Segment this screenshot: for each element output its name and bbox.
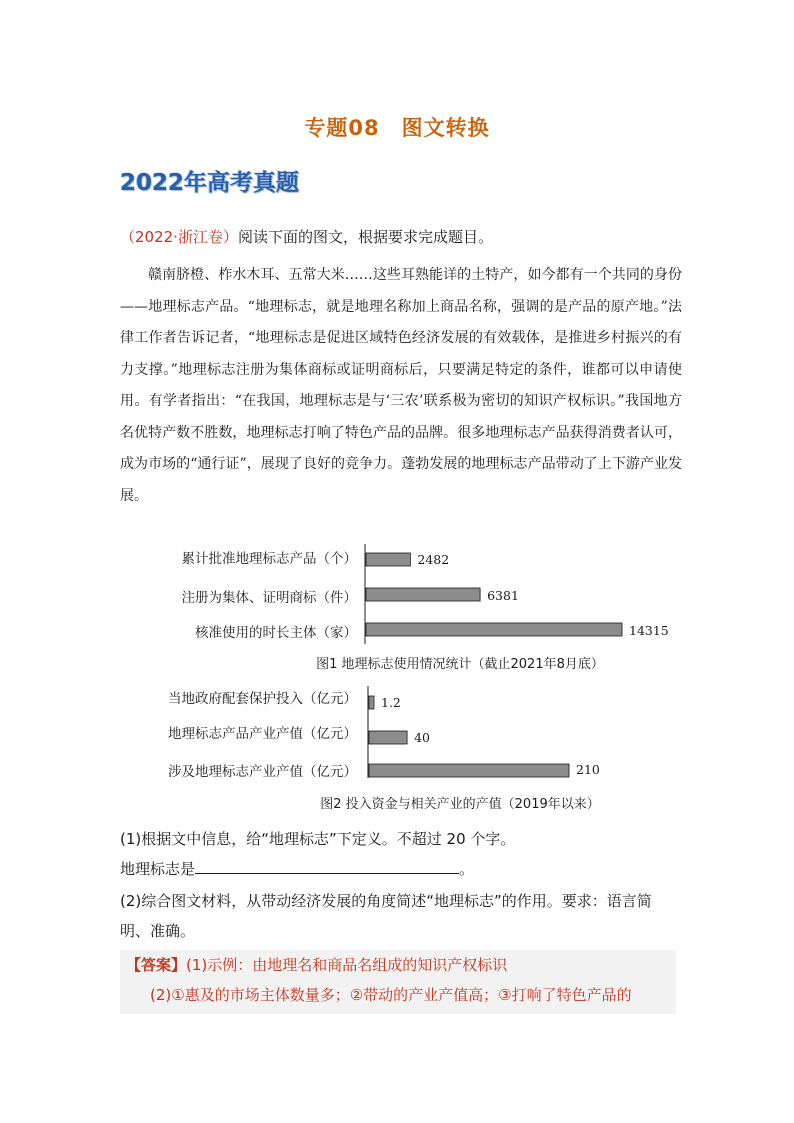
chart-1-caption: 图1 地理标志使用情况统计（截止2021年8月底） — [316, 657, 604, 672]
chart-2-value-label: 1.2 — [381, 695, 401, 710]
chart-1-value-label: 6381 — [487, 588, 519, 603]
question-1-suffix: 。 — [459, 860, 475, 878]
chart-2-caption: 图2 投入资金与相关产业的产值（2019年以来） — [320, 797, 600, 812]
chart-1-category-label: 核准使用的时长主体（家） — [195, 625, 357, 641]
chart-2-category-label: 当地政府配套保护投入（亿元） — [168, 691, 357, 707]
chart-1-category-label: 注册为集体、证明商标（件） — [181, 590, 357, 606]
question-source: （2022·浙江卷） — [120, 228, 238, 246]
chart-2-category-label: 涉及地理标志产业产值（亿元） — [168, 764, 357, 780]
section-title: 2022年高考真题 — [120, 170, 300, 196]
page-title: 专题08 图文转换 — [304, 116, 490, 140]
answer-box — [120, 950, 676, 1014]
reading-passage: 赣南脐橙、柞水木耳、五常大米……这些耳熟能详的土特产，如今都有一个共同的身份——地理标志产品。“地理标志，就是地理名称加上商品名称，强调的是产品的原产地。”法律工作者告诉记者，“地理标志是促进区域特色经济发展的有效载体，是推进乡村振兴的有力支撑。”地理标志注册为集体商标或证明商标后，只要满足特定的条件，谁都可以申请使用。有学者指出：“在我国，地理标志是与‘三农’联系极为密切的知识产权标识。”我国地方名优特产数不胜数，地理标志打响了特色产品的品牌。很多地理标志产品获得消费者认可，成为市场的“通行证”，展现了良好的竞争力。蓬勃发展的地理标志产品带动了上下游产业发展。 — [120, 267, 682, 504]
chart-2-value-label: 210 — [576, 762, 600, 777]
chart-2-value-label: 40 — [414, 730, 430, 745]
answer-tag: 【答案】 — [126, 956, 187, 974]
chart-2-category-label: 地理标志产品产业产值（亿元） — [168, 726, 357, 742]
chart-1-bar-0 — [366, 553, 410, 566]
question-2-line-2: 明、准确。 — [120, 922, 196, 940]
question-2-line-1: (2)综合图文材料，从带动经济发展的角度简述“地理标志”的作用。要求：语言简 — [120, 892, 652, 910]
question-1: (1)根据文中信息，给“地理标志”下定义。不超过 20 个字。 — [120, 830, 516, 848]
answer-line-2: (2)①惠及的市场主体数量多；②带动的产业产值高；③打响了特色产品的 — [150, 986, 632, 1004]
chart-1-bar-1 — [366, 588, 480, 601]
answer-line-1 — [126, 954, 507, 975]
chart-1-value-label: 2482 — [417, 552, 450, 567]
chart-1-bar-2 — [366, 623, 622, 636]
question-instruction: 阅读下面的图文，根据要求完成题目。 — [237, 228, 493, 246]
chart-1-value-label: 14315 — [629, 623, 669, 638]
chart-2-bar-1 — [369, 731, 407, 744]
chart-2 — [120, 682, 680, 817]
chart-2-bar-0 — [369, 696, 374, 709]
chart-1-category-label: 累计批准地理标志产品（个） — [181, 551, 357, 567]
answer-blank[interactable] — [195, 857, 459, 874]
chart-2-bar-2 — [369, 764, 569, 777]
chart-1 — [120, 540, 680, 675]
question-1-answer-line — [120, 856, 682, 882]
answer-text-1: (1)示例：由地理名和商品名组成的知识产权标识 — [186, 956, 508, 974]
question-1-prefix: 地理标志是 — [120, 860, 196, 878]
question-intro — [120, 226, 493, 247]
